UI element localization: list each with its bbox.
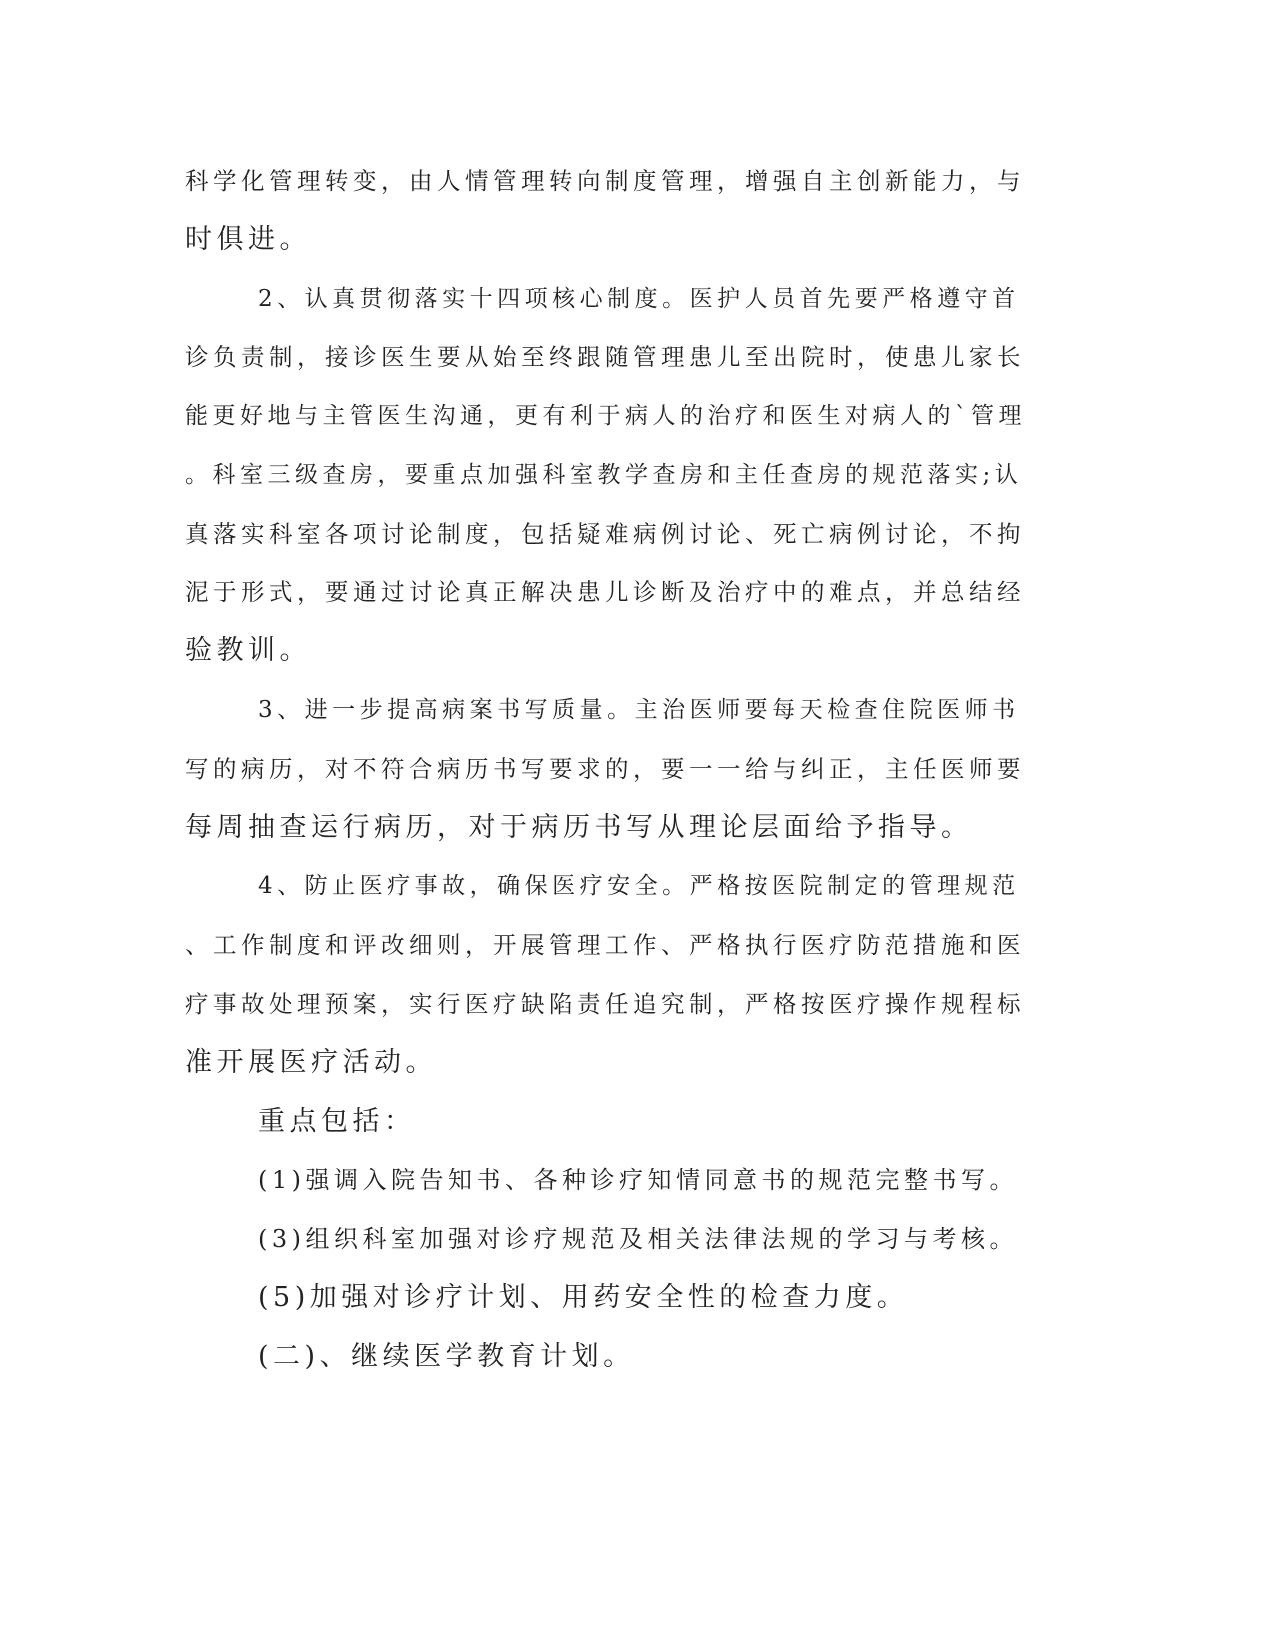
list-item: (3)组织科室加强对诊疗规范及相关法律法规的学习与考核。 (258, 1225, 1018, 1253)
paragraph-line: 、工作制度和评改细则，开展管理工作、严格执行医疗防范措施和医 (185, 931, 1025, 959)
paragraph-line: 写的病历，对不符合病历书写要求的，要一一给与纠正，主任医师要 (185, 755, 1025, 783)
paragraph-line: 泥于形式，要通过讨论真正解决患儿诊断及治疗中的难点，并总结经 (185, 578, 1025, 606)
paragraph-line: 每周抽查运行病历，对于病历书写从理论层面给予指导。 (185, 812, 973, 843)
paragraph-line: 诊负责制，接诊医生要从始至终跟随管理患儿至出院时，使患儿家长 (185, 343, 1025, 371)
paragraph-line: 真落实科室各项讨论制度，包括疑难病例讨论、死亡病例讨论，不拘 (185, 520, 1025, 548)
list-item: (1)强调入院告知书、各种诊疗知情同意书的规范完整书写。 (258, 1166, 1018, 1194)
paragraph-line: 准开展医疗活动。 (185, 1047, 437, 1078)
section-heading: (二)、继续医学教育计划。 (258, 1341, 635, 1372)
paragraph-line: 验教训。 (185, 635, 311, 666)
paragraph-line: 科学化管理转变，由人情管理转向制度管理，增强自主创新能力，与 (185, 167, 1025, 195)
paragraph-line: 3、进一步提高病案书写质量。主治医师要每天检查住院医师书 (258, 697, 1020, 723)
paragraph-line: 4、防止医疗事故，确保医疗安全。严格按医院制定的管理规范 (258, 873, 1020, 899)
paragraph-line: 时俱进。 (185, 224, 311, 255)
paragraph-line: 。科室三级查房，要重点加强科室教学查房和主任查房的规范落实;认 (185, 462, 1023, 488)
list-item: (5)加强对诊疗计划、用药安全性的检查力度。 (258, 1282, 909, 1313)
paragraph-line: 2、认真贯彻落实十四项核心制度。医护人员首先要严格遵守首 (258, 286, 1020, 312)
paragraph-line: 疗事故处理预案，实行医疗缺陷责任追究制，严格按医疗操作规程标 (185, 990, 1025, 1018)
section-heading: 重点包括： (258, 1106, 416, 1137)
paragraph-line: 能更好地与主管医生沟通，更有利于病人的治疗和医生对病人的`管理 (185, 403, 1026, 429)
